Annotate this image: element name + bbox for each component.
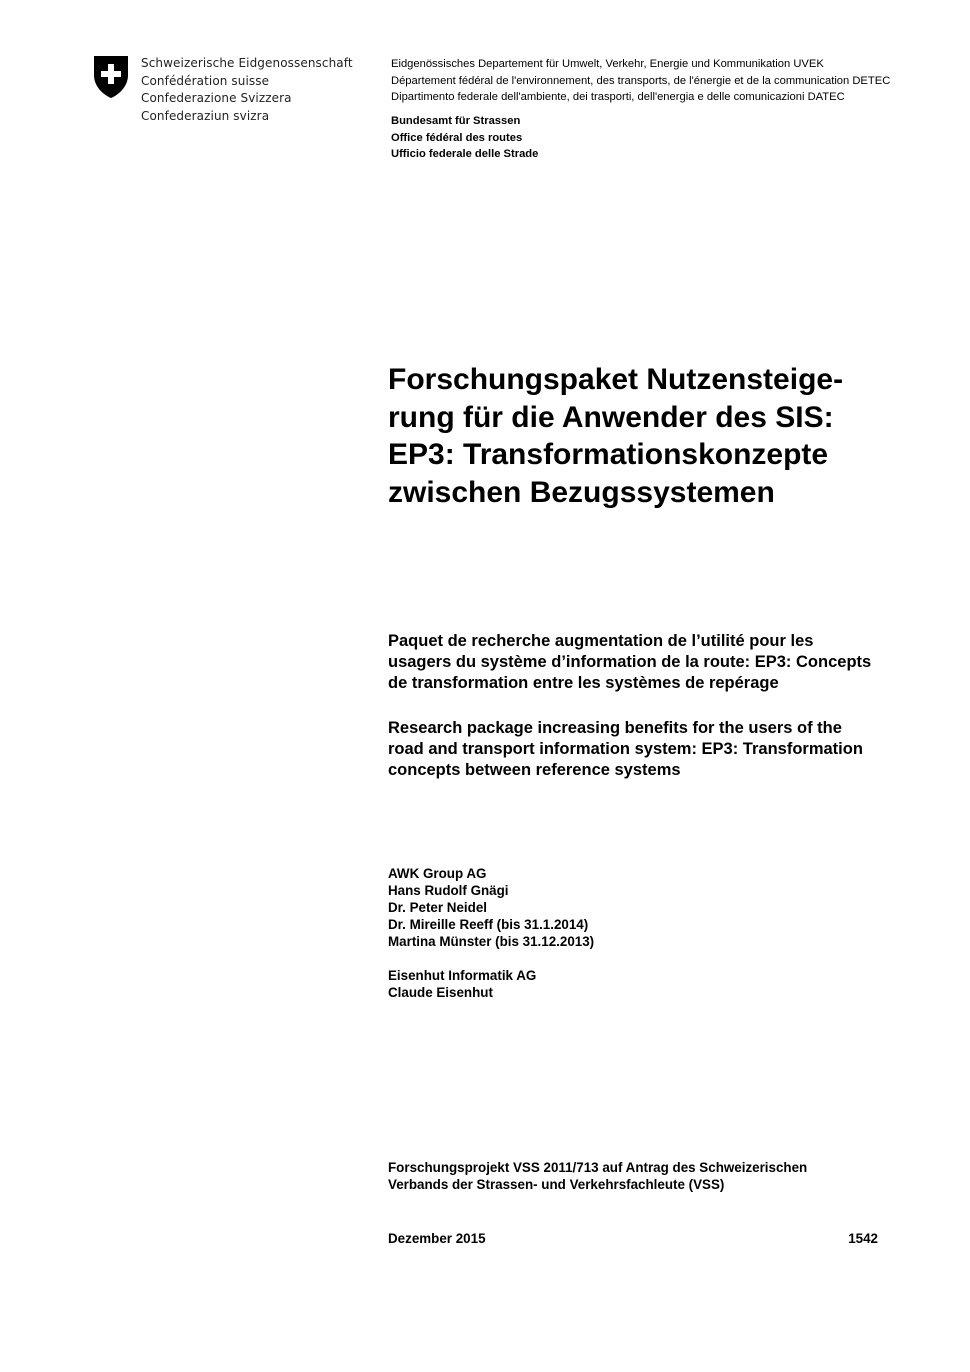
author-organization: Eisenhut Informatik AG bbox=[388, 968, 537, 983]
confederation-name-de: Schweizerische Eidgenossenschaft bbox=[141, 56, 353, 70]
office-block bbox=[391, 113, 538, 163]
project-note-line: Forschungsprojekt VSS 2011/713 auf Antrag des Schweizerischen bbox=[388, 1160, 808, 1175]
confederation-name-it: Confederazione Svizzera bbox=[141, 91, 292, 105]
office-line-de: Bundesamt für Strassen bbox=[391, 115, 521, 127]
author-name: Claude Eisenhut bbox=[388, 985, 493, 1000]
author-organization: AWK Group AG bbox=[388, 866, 487, 881]
document-title bbox=[388, 361, 928, 511]
author-name: Hans Rudolf Gnägi bbox=[388, 883, 509, 898]
subtitle-line: usagers du système d’information de la route: EP3: Concepts bbox=[388, 653, 872, 671]
subtitle-line: road and transport information system: EP3: Transformation bbox=[388, 740, 863, 758]
subtitle-english bbox=[388, 718, 933, 781]
title-line: Forschungspaket Nutzensteige- bbox=[388, 363, 844, 396]
confederation-names bbox=[141, 55, 353, 125]
department-line-it: Dipartimento federale dell'ambiente, dei trasporti, dell'energia e delle comunicazioni DATEC bbox=[391, 91, 845, 103]
project-note-line: Verbands der Strassen- und Verkehrsfachleute (VSS) bbox=[388, 1177, 725, 1192]
department-block bbox=[391, 56, 890, 106]
research-project-note bbox=[388, 1159, 888, 1193]
subtitle-line: de transformation entre les systèmes de repérage bbox=[388, 674, 779, 692]
author-name: Martina Münster (bis 31.12.2013) bbox=[388, 934, 595, 949]
title-line: rung für die Anwender des SIS: bbox=[388, 400, 834, 434]
confederation-logo bbox=[92, 55, 362, 135]
subtitle-line: concepts between reference systems bbox=[388, 761, 681, 779]
author-name: Dr. Mireille Reeff (bis 31.1.2014) bbox=[388, 917, 589, 932]
subtitle-line: Research package increasing benefits for the users of the bbox=[388, 719, 842, 737]
title-line: EP3: Transformationskonzepte bbox=[388, 438, 829, 471]
publication-date: Dezember 2015 bbox=[388, 1231, 486, 1246]
office-line-fr: Office fédéral des routes bbox=[391, 131, 523, 144]
subtitle-line: Paquet de recherche augmentation de l’utilité pour les bbox=[388, 632, 814, 650]
title-line: zwischen Bezugssystemen bbox=[388, 475, 775, 509]
author-name: Dr. Peter Neidel bbox=[388, 900, 487, 915]
report-number: 1542 bbox=[848, 1231, 878, 1246]
authors-awk-group bbox=[388, 865, 788, 950]
authors-eisenhut-informatik bbox=[388, 967, 788, 1001]
confederation-name-rm: Confederaziun svizra bbox=[141, 108, 270, 123]
subtitle-french bbox=[388, 631, 933, 694]
department-line-de: Eidgenössisches Departement für Umwelt, Verkehr, Energie und Kommunikation UVEK bbox=[391, 58, 824, 70]
swiss-coat-of-arms-icon bbox=[92, 55, 130, 99]
department-line-fr: Département fédéral de l'environnement, des transports, de l'énergie et de la communication DETEC bbox=[391, 74, 891, 87]
confederation-name-fr: Confédération suisse bbox=[141, 73, 270, 88]
office-line-it: Ufficio federale delle Strade bbox=[391, 148, 539, 160]
